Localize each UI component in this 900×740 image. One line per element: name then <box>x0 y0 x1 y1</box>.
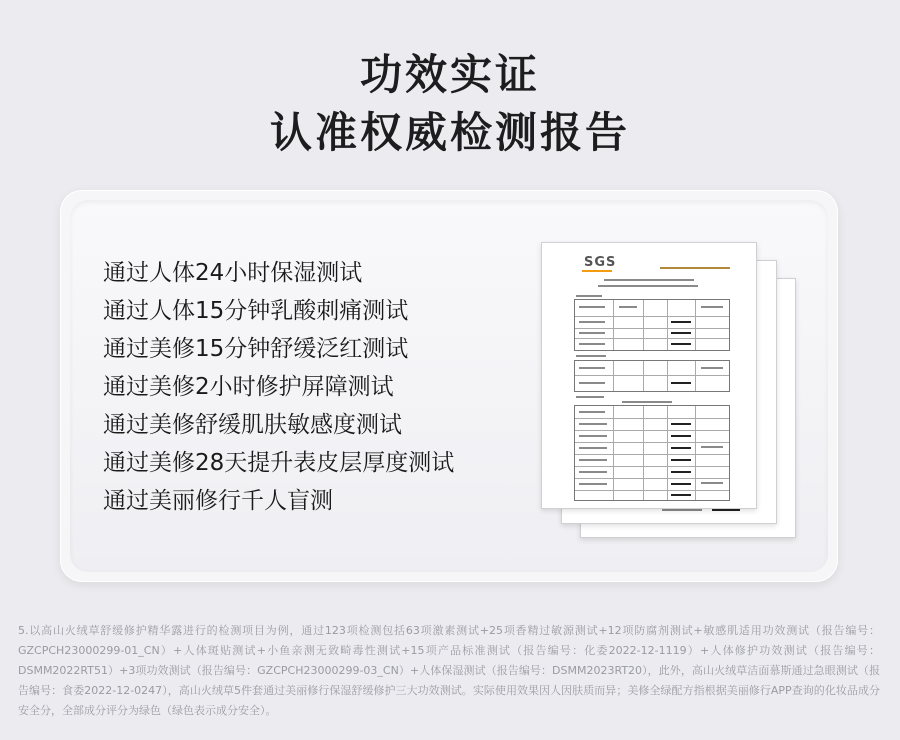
test-item: 通过人体24小时保湿测试 <box>103 260 363 286</box>
test-item: 通过美修15分钟舒缓泛红测试 <box>103 336 409 362</box>
report-table-3 <box>574 405 730 501</box>
test-item: 通过美修舒缓肌肤敏感度测试 <box>103 412 402 438</box>
title-line-2: 认准权威检测报告 <box>269 108 630 157</box>
title-line-1: 功效实证 <box>359 50 540 99</box>
report-table-1 <box>574 299 730 351</box>
sgs-logo-underline <box>582 270 612 272</box>
report-table-2 <box>574 360 730 392</box>
report-page-front <box>541 242 757 509</box>
test-list <box>103 256 454 522</box>
test-item: 通过美丽修行千人盲测 <box>103 488 333 514</box>
test-item: 通过美修2小时修护屏障测试 <box>103 374 394 400</box>
footnote: 5.以高山火绒草舒缓修护精华露进行的检测项目为例，通过123项检测包括63项激素测试+25项香精过敏源测试+12项防腐剂测试+敏感肌适用功效测试（报告编号：GZCPCH23000299-01_CN）+人体斑贴测试+小鱼亲测无致畸毒性测试+15项产品标准测试（报告编号：化委2022-12-1119）+人体修护功效测试（报告编号：DSMM2022RT51）+3项功效测试（报告编号：GZCPCH23000299-03_CN）+人体保湿测试（报告编号：DSMM2023RT20），此外，高山火绒草洁面慕斯通过急眼测试（报告编号：食委2022-12-0247），高山火绒草5件套通过美丽修行保湿舒缓修护三大功效测试。实际使用效果因人因肤质而异；美修全绿配方指根据美丽修行APP查询的化妆品成分安全分，全部成分评分为绿色（绿色表示成分安全）。 <box>18 624 880 717</box>
test-item: 通过人体15分钟乳酸刺痛测试 <box>103 298 409 324</box>
sgs-logo: SGS <box>584 255 617 270</box>
test-item: 通过美修28天提升表皮层厚度测试 <box>103 450 455 476</box>
